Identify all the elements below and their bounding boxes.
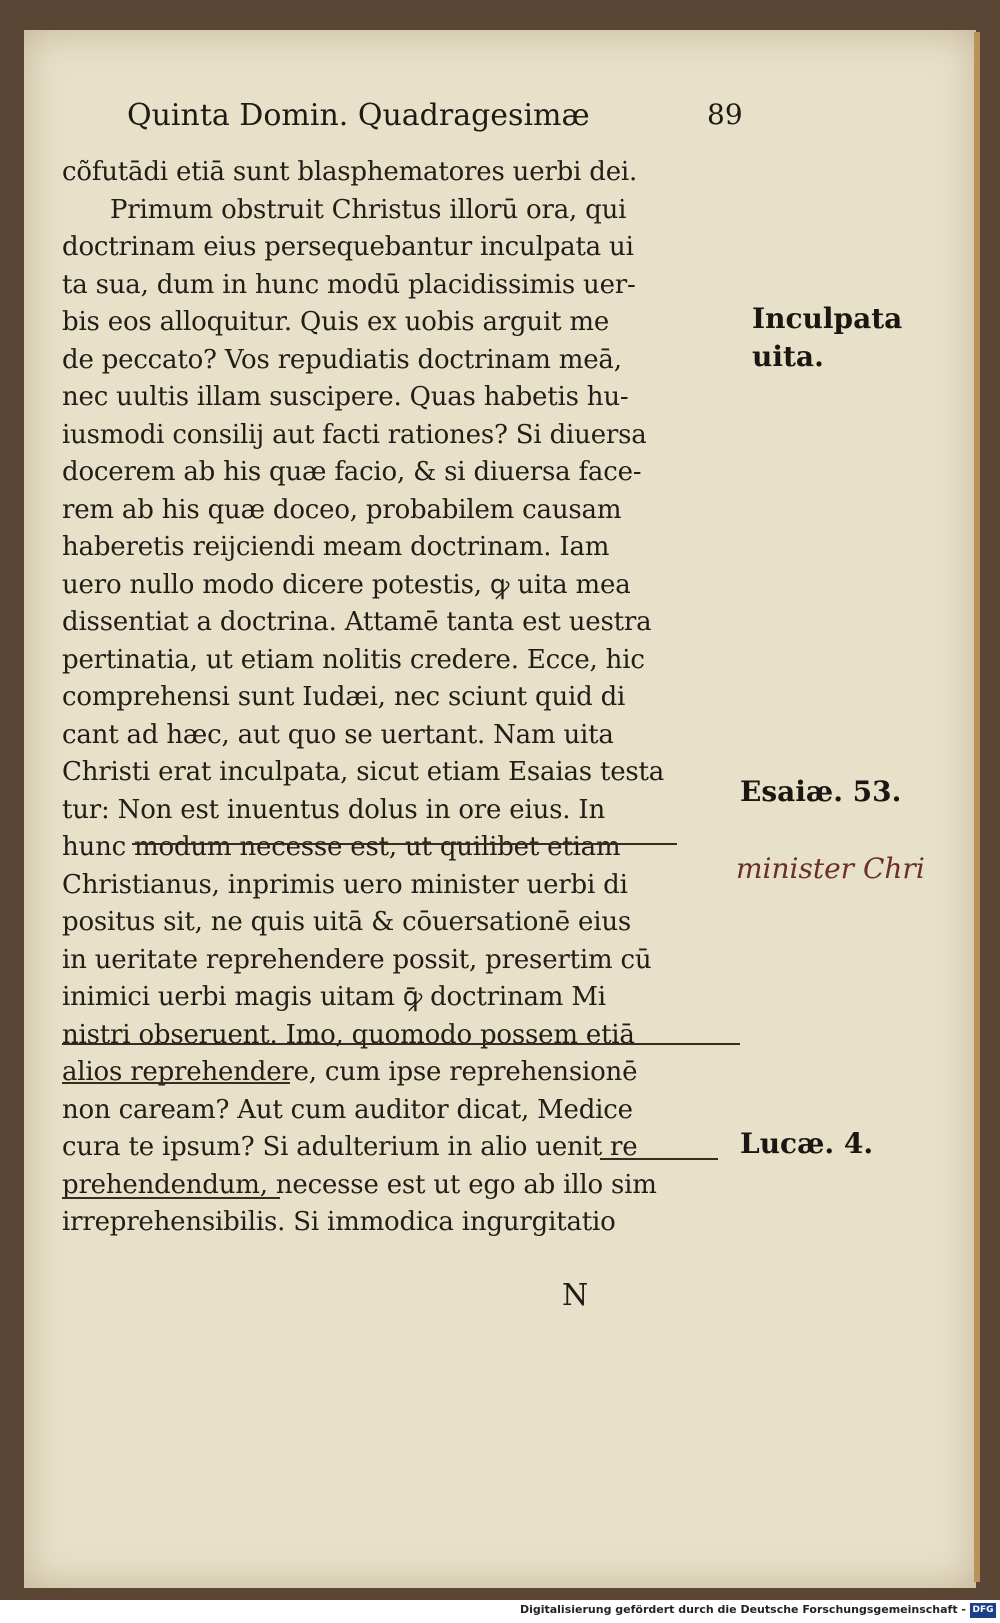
text-line: nec uultis illam suscipere. Quas habetis hu- [62,382,629,412]
text-line: uero nullo modo dicere potestis, ꝙ uita mea [62,569,631,600]
text-line: iusmodi consilij aut facti rationes? Si diuersa [62,419,647,450]
signature-mark: N [562,1278,589,1313]
text-line: Christianus, inprimis uero minister uerbi di [62,869,628,900]
text-line: positus sit, ne quis uitā & cōuersationē eius [62,907,632,937]
text-line: pertinatia, ut etiam nolitis credere. Ecce, hic [62,644,645,675]
text-line: inimici uerbi magis uitam ꝙ̄ doctrinam Mi [62,982,606,1012]
handwritten-note-minister: minister Chri [736,852,925,885]
running-title: Quinta Domin. Quadragesimæ [127,98,590,133]
manuscript-underline [600,1158,718,1160]
page-header [127,98,747,138]
text-line: alios reprehendere, cum ipse reprehensionē [62,1057,638,1087]
dfg-logo[interactable]: DFG [970,1603,996,1618]
text-line: cõfutādi etiā sunt blasphematores uerbi dei. [62,157,638,187]
text-line: dissentiat a doctrina. Attamē tanta est uestra [62,607,652,637]
text-line: prehendendum, necesse est ut ego ab illo sim [62,1169,657,1200]
marginal-note-lucae: Lucæ. 4. [740,1127,874,1160]
text-line: haberetis reijciendi meam doctrinam. Iam [62,532,610,562]
manuscript-underline [132,843,677,845]
text-line: cura te ipsum? Si adulterium in alio uenit re [62,1132,638,1162]
text-line: doctrinam eius persequebantur inculpata ui [62,232,634,262]
text-line: rem ab his quæ doceo, probabilem causam [62,494,622,525]
text-line: bis eos alloquitur. Quis ex uobis arguit me [62,307,610,337]
manuscript-underline [62,1197,280,1199]
text-line: non caream? Aut cum auditor dicat, Medice [62,1094,633,1125]
manuscript-underline [62,1043,740,1045]
text-line: tur: Non est inuentus dolus in ore eius. In [62,794,605,825]
text-line: docerem ab his quæ facio, & si diuersa face- [62,457,642,487]
footer-bar [0,1600,1000,1623]
text-line: in ueritate reprehendere possit, presertim cū [62,944,652,975]
manuscript-underline [62,1082,290,1084]
text-line: cant ad hæc, aut quo se uertant. Nam uita [62,719,614,750]
funding-credit: Digitalisierung gefördert durch die Deutsche Forschungsgemeinschaft - [519,1603,966,1616]
page-edge [974,32,980,1582]
text-line: Primum obstruit Christus illorū ora, qui [110,194,627,225]
marginal-note-esaiae: Esaiæ. 53. [740,775,902,808]
text-line: hunc modum necesse est, ut quilibet etiam [62,832,621,862]
text-line: nistri obseruent. Imo, quomodo possem etiā [62,1019,635,1050]
marginal-note-inculpata: Inculpata [752,302,903,335]
text-line: comprehensi sunt Iudæi, nec sciunt quid di [62,682,626,712]
marginal-note-uita: uita. [752,340,824,373]
text-line: irreprehensibilis. Si immodica ingurgitatio [62,1207,616,1237]
text-line: ta sua, dum in hunc modū placidissimis uer- [62,269,636,300]
text-line: Christi erat inculpata, sicut etiam Esaias testa [62,757,665,787]
body-text [62,154,752,1242]
text-line: de peccato? Vos repudiatis doctrinam meā, [62,344,622,375]
page-number: 89 [707,98,743,131]
